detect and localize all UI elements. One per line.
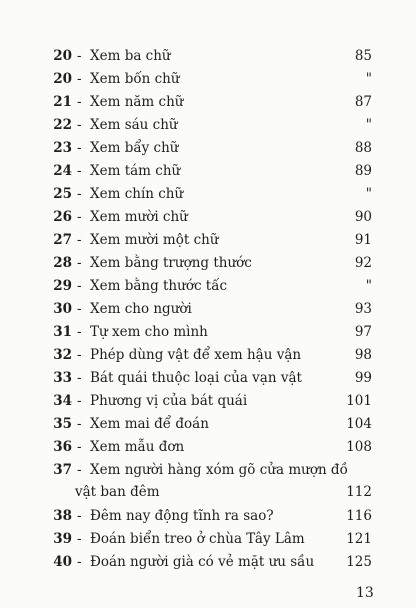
toc-entry bbox=[0, 436, 416, 458]
entry-title: Xem chín chữ bbox=[90, 186, 184, 202]
entry-title: Xem sáu chữ bbox=[90, 117, 178, 133]
entry-dash: - bbox=[77, 301, 82, 317]
entry-page: " bbox=[365, 278, 372, 294]
entry-number: 30 bbox=[53, 301, 72, 317]
entry-number: 33 bbox=[53, 370, 72, 386]
page-number: 13 bbox=[356, 585, 374, 601]
entry-page: 91 bbox=[354, 232, 372, 248]
entry-title: Xem mẫu đơn bbox=[90, 439, 185, 455]
entry-dash: - bbox=[77, 416, 82, 432]
entry-dash: - bbox=[77, 209, 82, 225]
entry-dash: - bbox=[77, 255, 82, 271]
entry-title: Xem bằng thước tấc bbox=[90, 278, 228, 294]
entry-dash: - bbox=[77, 48, 82, 64]
entry-title: Phép dùng vật để xem hậu vận bbox=[90, 347, 302, 363]
entry-title: Đêm nay động tĩnh ra sao? bbox=[90, 508, 274, 524]
entry-dash: - bbox=[77, 278, 82, 294]
toc-entry bbox=[0, 275, 416, 297]
toc-entry bbox=[0, 344, 416, 366]
toc-entry bbox=[0, 114, 416, 136]
entry-number: 40 bbox=[53, 554, 72, 570]
entry-title: Xem mười chữ bbox=[90, 209, 188, 225]
entry-title: Xem bẩy chữ bbox=[90, 140, 179, 156]
toc-entry bbox=[0, 505, 416, 527]
entry-title: Xem mười một chữ bbox=[90, 232, 219, 248]
entry-title: Xem mai để đoán bbox=[90, 416, 209, 432]
entry-number: 23 bbox=[53, 140, 72, 156]
toc-entry bbox=[0, 459, 416, 503]
toc-entry bbox=[0, 321, 416, 343]
entry-page: " bbox=[365, 186, 372, 202]
entry-number: 26 bbox=[53, 209, 72, 225]
entry-number: 36 bbox=[53, 439, 72, 455]
toc-entry bbox=[0, 367, 416, 389]
entry-dash: - bbox=[77, 94, 82, 110]
toc-entry bbox=[0, 206, 416, 228]
entry-title: Đoán người già có vẻ mặt ưu sầu bbox=[90, 554, 315, 570]
toc-entry bbox=[0, 229, 416, 251]
entry-number: 31 bbox=[53, 324, 72, 340]
entry-title: Xem tám chữ bbox=[90, 163, 181, 179]
toc-entry bbox=[0, 390, 416, 412]
entry-dash: - bbox=[77, 508, 82, 524]
entry-dash: - bbox=[77, 531, 82, 547]
entry-number: 29 bbox=[53, 278, 72, 294]
entry-number: 32 bbox=[53, 347, 72, 363]
entry-dash: - bbox=[77, 554, 82, 570]
entry-page: 108 bbox=[346, 439, 372, 455]
entry-dash: - bbox=[77, 324, 82, 340]
entry-number: 20 bbox=[53, 71, 72, 87]
entry-title: Tự xem cho mình bbox=[90, 324, 208, 340]
entry-dash: - bbox=[77, 186, 82, 202]
entry-dash: - bbox=[77, 71, 82, 87]
toc-entry bbox=[0, 551, 416, 573]
entry-number: 39 bbox=[53, 531, 72, 547]
entry-title: Xem cho người bbox=[90, 301, 192, 317]
toc-entry bbox=[0, 528, 416, 550]
entry-page: 88 bbox=[354, 140, 372, 156]
entry-page: 98 bbox=[354, 347, 372, 363]
entry-number: 27 bbox=[53, 232, 72, 248]
entry-page: " bbox=[365, 71, 372, 87]
entry-number: 22 bbox=[53, 117, 72, 133]
entry-number: 38 bbox=[53, 508, 72, 524]
toc-entry bbox=[0, 298, 416, 320]
entry-number: 20 bbox=[53, 48, 72, 64]
entry-title: Xem năm chữ bbox=[90, 94, 184, 110]
entry-page: 116 bbox=[346, 508, 372, 524]
entry-page: 89 bbox=[354, 163, 372, 179]
entry-title: Phương vị của bát quái bbox=[90, 393, 248, 409]
entry-page: 85 bbox=[354, 48, 372, 64]
toc-entry bbox=[0, 160, 416, 182]
entry-title: Xem người hàng xóm gõ cửa mượn đồ bbox=[90, 462, 348, 478]
entry-page: 104 bbox=[346, 416, 372, 432]
toc-entry bbox=[0, 68, 416, 90]
entry-dash: - bbox=[77, 393, 82, 409]
entry-number: 37 bbox=[53, 462, 72, 478]
entry-dash: - bbox=[77, 163, 82, 179]
entry-title: Đoán biển treo ở chùa Tây Lâm bbox=[90, 531, 305, 547]
entry-page: 90 bbox=[354, 209, 372, 225]
entry-dash: - bbox=[77, 347, 82, 363]
entry-title: Xem bằng trượng thước bbox=[90, 255, 252, 271]
entry-title: Bát quái thuộc loại của vạn vật bbox=[90, 370, 302, 386]
entry-title: Xem ba chữ bbox=[90, 48, 171, 64]
entry-number: 28 bbox=[53, 255, 72, 271]
entry-title: Xem bốn chữ bbox=[90, 71, 180, 87]
entry-dash: - bbox=[77, 232, 82, 248]
entry-page: 121 bbox=[346, 531, 372, 547]
entry-dash: - bbox=[77, 117, 82, 133]
toc-entry bbox=[0, 252, 416, 274]
entry-number: 34 bbox=[53, 393, 72, 409]
toc-entry bbox=[0, 91, 416, 113]
entry-page: " bbox=[365, 117, 372, 133]
entry-page: 92 bbox=[354, 255, 372, 271]
entry-page: 87 bbox=[354, 94, 372, 110]
entry-dash: - bbox=[77, 439, 82, 455]
entry-page: 97 bbox=[354, 324, 372, 340]
entry-dash: - bbox=[77, 370, 82, 386]
toc-entry bbox=[0, 413, 416, 435]
entry-title-continuation: vật ban đêm bbox=[75, 484, 160, 500]
entry-page: 101 bbox=[346, 393, 372, 409]
entry-number: 35 bbox=[53, 416, 72, 432]
toc-entry bbox=[0, 137, 416, 159]
toc-entry bbox=[0, 45, 416, 67]
entry-page: 99 bbox=[354, 370, 372, 386]
entry-number: 25 bbox=[53, 186, 72, 202]
entry-number: 24 bbox=[53, 163, 72, 179]
entry-page: 93 bbox=[354, 301, 372, 317]
entry-page: 112 bbox=[346, 484, 372, 500]
toc-entry bbox=[0, 183, 416, 205]
entry-number: 21 bbox=[53, 94, 72, 110]
entry-page: 125 bbox=[346, 554, 372, 570]
entry-dash: - bbox=[77, 140, 82, 156]
entry-dash: - bbox=[77, 462, 82, 478]
